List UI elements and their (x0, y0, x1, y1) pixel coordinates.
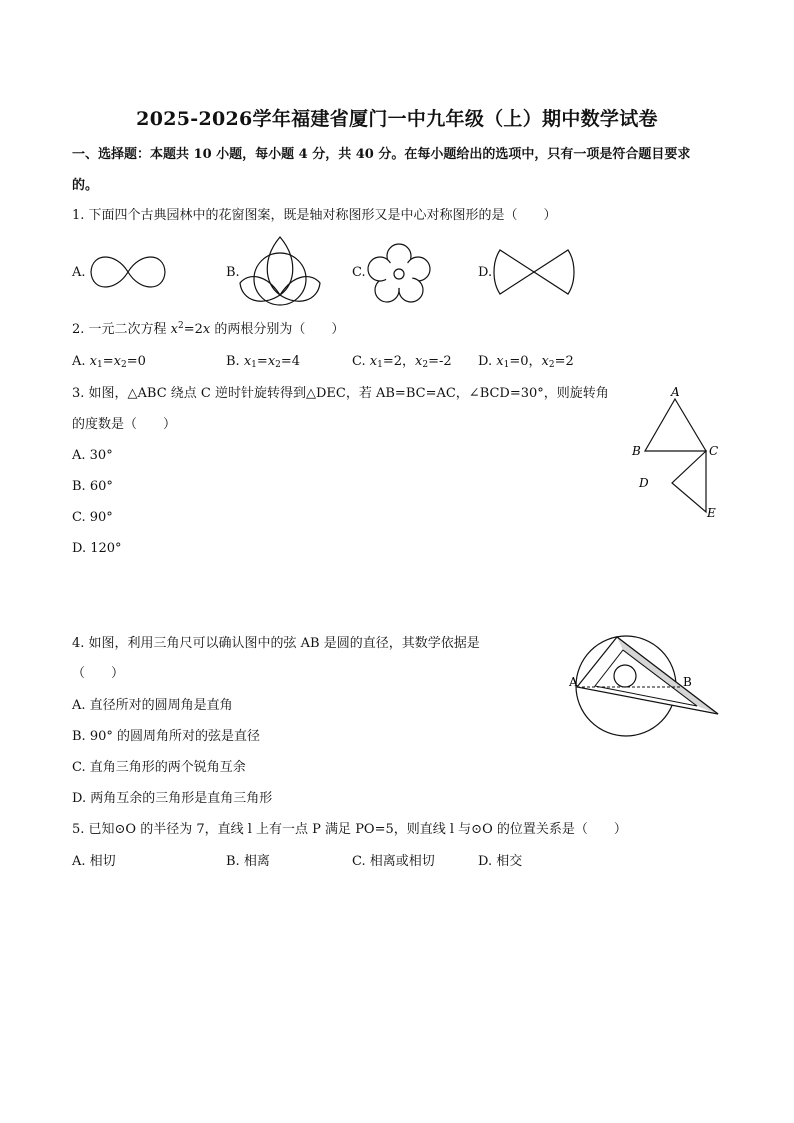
q3-label-d: D (639, 476, 649, 490)
q2-stem-post: 的两根分别为（ ） (210, 322, 345, 337)
q3-stem-line2: 的度数是（ ） (72, 417, 177, 432)
q3-label-c: C (709, 444, 719, 458)
q4-stem-line2: （ ） (72, 666, 125, 681)
q1-option-d-label: D. (478, 265, 493, 280)
q2-stem (72, 321, 344, 338)
q3-option-a: A. 30° (72, 448, 113, 463)
q3-label-b: B (632, 444, 641, 458)
q4-stem-line1: 4. 如图，利用三角尺可以确认图中的弦 AB 是圆的直径，其数学依据是 (72, 636, 480, 651)
q1-option-c-figure (366, 242, 432, 304)
q3-label-a: A (671, 385, 680, 399)
q3-figure (625, 383, 725, 525)
q1-option-b-figure (238, 235, 322, 309)
q5-option-a: A. 相切 (72, 854, 116, 869)
q1-option-d-figure (492, 246, 576, 298)
q2-exp: 2 (178, 321, 184, 331)
q2-stem-pre: 2. 一元二次方程 (72, 322, 171, 337)
q1-stem: 1. 下面四个古典园林中的花窗图案，既是轴对称图形又是中心对称图形的是（ ） (72, 208, 557, 223)
q1-option-b-label: B. (226, 265, 240, 280)
q5-option-b: B. 相离 (226, 854, 270, 869)
q1-option-a-label: A. (72, 265, 86, 280)
q2-option-d: D. $x_1=0$，$x_2=2$ (478, 354, 574, 370)
q4-option-b: B. 90° 的圆周角所对的弦是直径 (72, 729, 260, 744)
q4-option-d: D. 两角互余的三角形是直角三角形 (72, 791, 273, 806)
q2-option-c: C. $x_1=2$，$x_2=-2$ (352, 354, 452, 370)
q3-option-c: C. 90° (72, 510, 113, 525)
q1-option-c-label: C. (352, 265, 366, 280)
q3-option-b: B. 60° (72, 479, 113, 494)
q4-label-a: A (569, 675, 578, 689)
q4-figure (565, 628, 725, 764)
q4-option-a: A. 直径所对的圆周角是直角 (72, 698, 233, 713)
q2-option-a: A. $x_1=x_2=0$ (72, 354, 146, 370)
page-title: 2025-2026学年福建省厦门一中九年级（上）期中数学试卷 (136, 108, 658, 130)
q1-option-a-figure (86, 248, 170, 296)
q3-label-e: E (707, 506, 716, 520)
q2-var-x2: x (202, 322, 211, 337)
section-heading-line1: 一、选择题：本题共 10 小题，每小题 4 分，共 40 分。在每小题给出的选项中，只有一项是符合题目要求 (72, 147, 691, 162)
q2-eq: =2 (183, 322, 203, 337)
q3-stem-line1: 3. 如图，△ABC 绕点 C 逆时针旋转得到△DEC，若 AB=BC=AC，∠BCD=30°，则旋转角 (72, 386, 609, 401)
section-heading-line2: 的。 (72, 178, 99, 193)
q2-option-b: B. $x_1=x_2=4$ (226, 354, 301, 370)
q2-var-x: x (170, 322, 179, 337)
q5-option-c: C. 相离或相切 (352, 854, 435, 869)
q4-label-b: B (683, 675, 692, 689)
q3-option-d: D. 120° (72, 541, 122, 556)
q5-stem: 5. 已知⊙O 的半径为 7，直线 l 上有一点 P 满足 PO=5，则直线 l 与⊙O 的位置关系是（ ） (72, 822, 627, 837)
q5-option-d: D. 相交 (478, 854, 523, 869)
q4-option-c: C. 直角三角形的两个锐角互余 (72, 760, 246, 775)
